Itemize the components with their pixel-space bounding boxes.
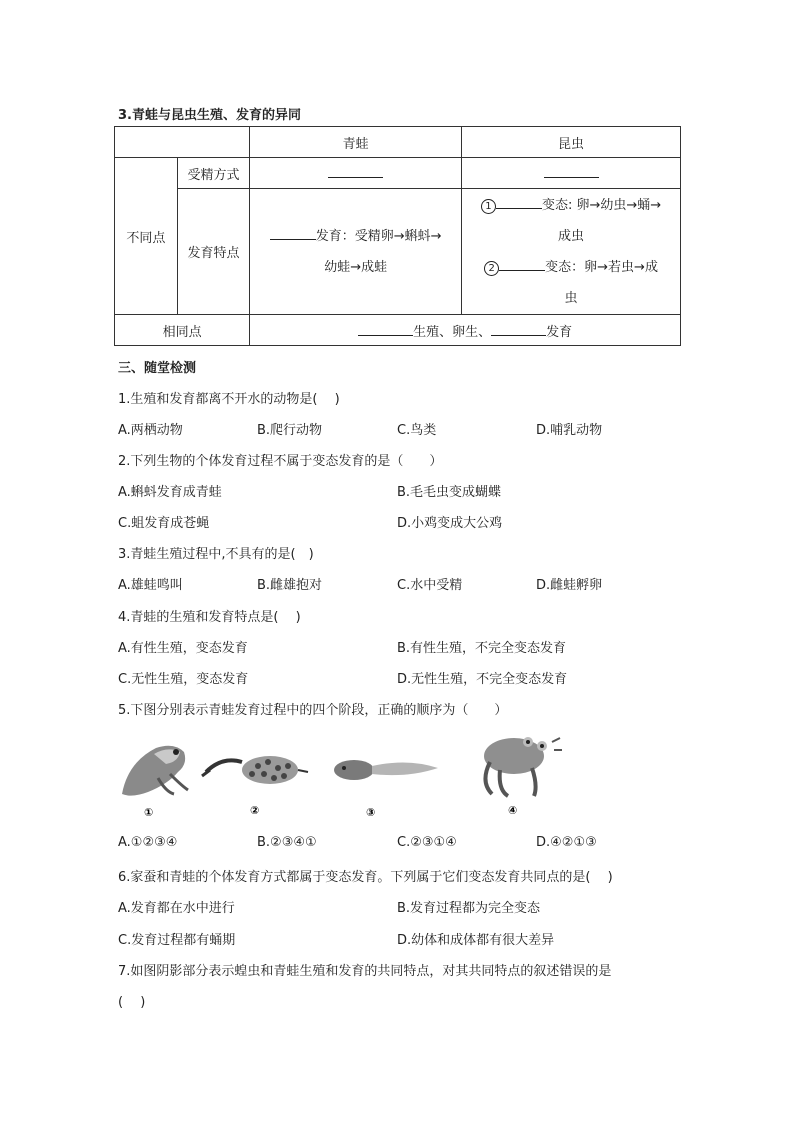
diff-label: 不同点 [115,158,178,315]
frog-stages-figure [118,732,568,822]
q1-option-c: C.鸟类 [397,423,437,438]
insect-dev1-b: 成虫 [558,228,585,244]
fig-label-4: ④ [508,804,518,817]
q6-stem: 6.家蚕和青蛙的个体发育方式都属于变态发育。下列属于它们变态发育共同点的是( ) [118,870,613,885]
check-title: 三、随堂检测 [118,361,197,376]
q4-option-a: A.有性生殖，变态发育 [118,641,248,656]
q1-stem: 1.生殖和发育都离不开水的动物是( ) [118,392,340,407]
frog-dev-line2: 幼蛙→成蛙 [324,259,388,275]
q2-option-d: D.小鸡变成大公鸡 [397,516,503,531]
q6-option-a: A.发育都在水中进行 [118,901,235,916]
q2-stem: 2.下列生物的个体发育过程不属于变态发育的是（ ） [118,454,443,469]
table-corner [115,127,250,158]
circle-one: 1 [481,199,496,214]
q5-option-b: B.②③④① [257,835,317,850]
circle-two: 2 [484,261,499,276]
young-frog-image [122,746,188,796]
tadpole-image [334,760,438,780]
same-cell [250,315,681,346]
fig-label-3: ③ [366,806,376,819]
q1-option-d: D.哺乳动物 [536,423,603,438]
header-frog: 青蛙 [250,127,462,158]
fig-label-1: ① [144,806,154,819]
fert-label: 受精方式 [177,158,250,189]
same-label: 相同点 [115,315,250,346]
insect-dev1-a: 变态: 卵→幼虫→蛹→ [541,197,662,213]
insect-fert-blank [462,158,681,189]
q3-option-d: D.雌蛙孵卵 [536,578,603,593]
q2-option-b: B.毛毛虫变成蝴蝶 [397,485,502,500]
frog-fert-blank [250,158,462,189]
comparison-table [114,126,681,346]
insect-dev-cell [462,189,681,315]
frog-eggs-image [202,756,308,784]
q1-option-b: B.爬行动物 [257,423,323,438]
q3-option-a: A.雄蛙鸣叫 [118,578,183,593]
fig-label-2: ② [250,804,260,817]
q5-option-d: D.④②①③ [536,835,597,850]
q6-option-d: D.幼体和成体都有很大差异 [397,933,555,948]
q5-option-c: C.②③①④ [397,835,457,850]
q4-option-d: D.无性生殖，不完全变态发育 [397,672,568,687]
q6-option-c: C.发育过程都有蛹期 [118,933,236,948]
frog-dev-line1: 发育：受精卵→蝌蚪→ [315,228,442,244]
insect-dev2-a: 变态：卵→若虫→成 [545,259,658,275]
dev-label: 发育特点 [177,189,250,315]
q5-stem: 5.下图分别表示青蛙发育过程中的四个阶段，正确的顺序为（ ） [118,703,508,718]
q2-option-c: C.蛆发育成苍蝇 [118,516,210,531]
q7-stem: 7.如图阴影部分表示蝗虫和青蛙生殖和发育的共同特点，对其共同特点的叙述错误的是 [118,964,612,979]
q2-option-a: A.蝌蚪发育成青蛙 [118,485,222,500]
header-insect: 昆虫 [462,127,681,158]
q6-option-b: B.发育过程都为完全变态 [397,901,541,916]
q4-option-c: C.无性生殖，变态发育 [118,672,249,687]
q7-paren: ( ) [118,995,146,1010]
same-part1: 生殖、卵生、 [413,324,492,340]
same-part2: 发育 [546,324,573,340]
q1-option-a: A.两栖动物 [118,423,183,438]
q3-option-b: B.雌雄抱对 [257,578,323,593]
q5-option-a: A.①②③④ [118,835,178,850]
q3-option-c: C.水中受精 [397,578,463,593]
q3-stem: 3.青蛙生殖过程中,不具有的是( ) [118,547,314,562]
section-title: 3.青蛙与昆虫生殖、发育的异同 [118,108,301,123]
frog-dev-cell [250,189,462,315]
adult-frog-image [484,737,562,796]
insect-dev2-b: 虫 [564,290,578,306]
q4-stem: 4.青蛙的生殖和发育特点是( ) [118,610,301,625]
q4-option-b: B.有性生殖，不完全变态发育 [397,641,567,656]
